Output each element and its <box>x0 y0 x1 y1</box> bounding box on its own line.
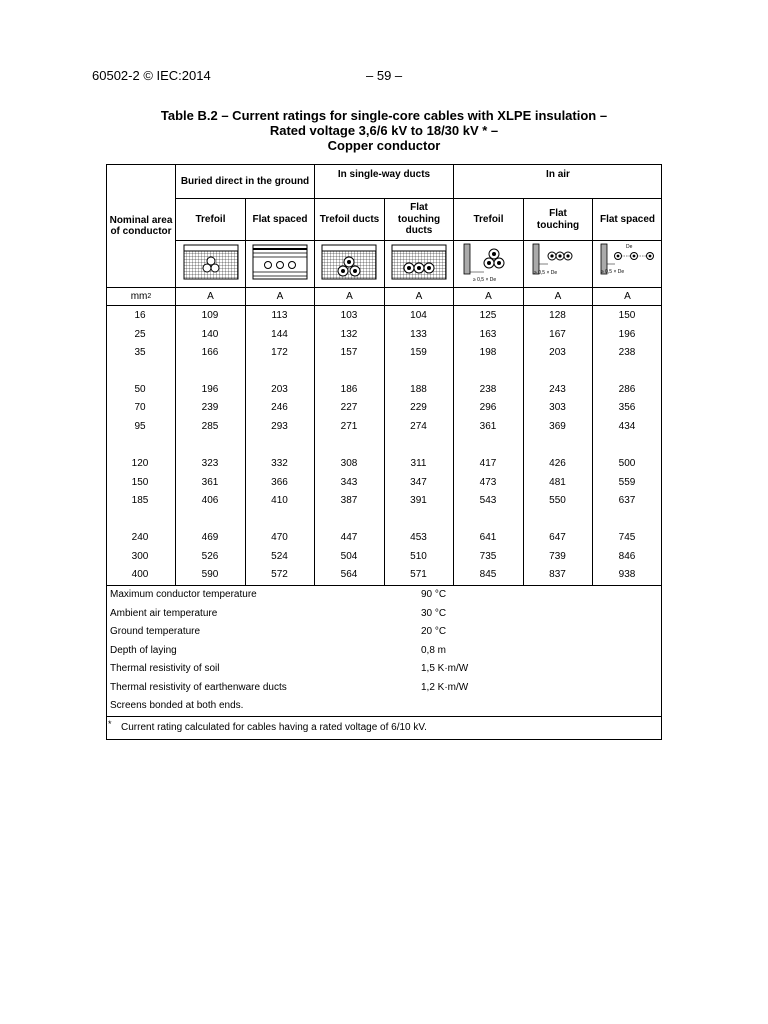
unit-amps-3: A <box>346 290 353 302</box>
table-cell-current: 239 <box>201 402 219 413</box>
air-flat-spaced-diagram <box>598 240 660 284</box>
table-cell-current: 550 <box>549 495 566 506</box>
table-cell-current: 227 <box>340 402 358 413</box>
table-cell-current: 500 <box>618 458 636 469</box>
buried-trefoil-diagram <box>183 244 239 280</box>
condition-value: 30 °C <box>421 608 447 619</box>
table-cell-area: 50 <box>134 384 146 395</box>
table-cell-current: 104 <box>410 310 427 321</box>
trefoil-ducts-diagram <box>321 244 377 280</box>
title-line-3: Copper conductor <box>327 138 441 153</box>
table-cell-current: 938 <box>618 569 636 580</box>
table-cell-current: 366 <box>271 477 288 488</box>
condition-value: 20 °C <box>421 626 447 637</box>
table-cell-current: 469 <box>201 532 219 543</box>
unit-amps-2: A <box>276 290 284 302</box>
air-flat-touching-clearance-label: ≥ 0,5 × De <box>534 270 558 276</box>
table-cell-area: 35 <box>134 347 146 358</box>
table-cell-current: 434 <box>618 421 636 432</box>
unit-area-exponent: 2 <box>147 292 152 300</box>
unit-amps-4: A <box>415 290 423 302</box>
table-cell-current: 564 <box>340 569 358 580</box>
unit-area-base: mm <box>130 290 148 302</box>
table-cell-current: 647 <box>549 532 566 543</box>
table-cell-current: 271 <box>340 421 358 432</box>
col-header-flat-touching-ducts: Flat touching ducts <box>397 202 441 237</box>
table-cell-area: 300 <box>131 551 149 562</box>
col-header-buried-trefoil: Trefoil <box>195 213 226 225</box>
flat-touching-ducts-diagram <box>391 244 447 280</box>
table-cell-current: 203 <box>549 347 566 358</box>
table-cell-current: 109 <box>201 310 219 321</box>
table-cell-area: 95 <box>134 421 146 432</box>
table-cell-current: 198 <box>479 347 497 358</box>
table-cell-current: 453 <box>410 532 427 543</box>
table-cell-current: 739 <box>549 551 566 562</box>
table-cell-current: 571 <box>410 569 427 580</box>
col-header-air-trefoil: Trefoil <box>473 213 504 225</box>
table-cell-current: 246 <box>271 402 288 413</box>
table-cell-current: 361 <box>201 477 219 488</box>
table-cell-current: 150 <box>618 310 636 321</box>
unit-area <box>107 288 175 305</box>
table-cell-current: 845 <box>479 569 497 580</box>
table-cell-current: 296 <box>479 402 497 413</box>
table-cell-current: 203 <box>271 384 288 395</box>
unit-amps-5: A <box>485 290 492 302</box>
table-cell-current: 473 <box>479 477 497 488</box>
table-cell-current: 167 <box>549 329 566 340</box>
table-cell-current: 308 <box>340 458 358 469</box>
table-cell-current: 745 <box>618 532 636 543</box>
table-cell-area: 120 <box>131 458 149 469</box>
table-cell-current: 196 <box>618 329 636 340</box>
table-cell-current: 347 <box>410 477 427 488</box>
table-cell-current: 286 <box>618 384 636 395</box>
table-cell-current: 410 <box>271 495 288 506</box>
air-flat-spaced-clearance-label: ≥ 0,5 × De <box>601 269 625 275</box>
page-number: – 59 – <box>366 68 403 83</box>
group-ducts: In single-way ducts <box>337 169 431 181</box>
air-flat-spaced-spacing-label: De <box>626 244 633 250</box>
table-cell-current: 369 <box>549 421 566 432</box>
table-cell-current: 144 <box>271 329 288 340</box>
condition-label: Screens bonded at both ends. <box>110 700 244 711</box>
rule-above-conditions <box>106 585 662 586</box>
table-cell-current: 157 <box>340 347 358 358</box>
table-cell-current: 293 <box>271 421 288 432</box>
row-header-area: Nominal area of conductor <box>109 214 173 237</box>
table-cell-current: 186 <box>340 384 358 395</box>
air-trefoil-diagram <box>461 242 517 284</box>
condition-value: 0,8 m <box>421 645 447 656</box>
table-cell-current: 572 <box>271 569 288 580</box>
buried-flat-spaced-diagram <box>252 244 308 280</box>
table-cell-current: 285 <box>201 421 219 432</box>
footnote-mark: * <box>108 719 112 729</box>
table-cell-current: 481 <box>549 477 566 488</box>
standard-reference: 60502-2 © IEC:2014 <box>92 68 211 83</box>
table-cell-current: 196 <box>201 384 219 395</box>
table-cell-current: 274 <box>410 421 427 432</box>
table-cell-current: 361 <box>479 421 497 432</box>
table-cell-current: 590 <box>201 569 219 580</box>
table-cell-current: 332 <box>271 458 288 469</box>
condition-value: 1,5 K·m/W <box>421 663 469 674</box>
table-cell-area: 400 <box>131 569 149 580</box>
table-cell-current: 526 <box>201 551 219 562</box>
table-cell-current: 323 <box>201 458 219 469</box>
condition-label: Ground temperature <box>110 626 201 637</box>
air-trefoil-clearance-label: ≥ 0,5 × De <box>473 277 497 283</box>
table-cell-current: 391 <box>410 495 427 506</box>
air-flat-touching-diagram <box>530 242 586 284</box>
table-cell-current: 524 <box>271 551 288 562</box>
table-cell-current: 128 <box>549 310 566 321</box>
unit-amps-7: A <box>624 290 631 302</box>
table-cell-current: 238 <box>618 347 636 358</box>
table-cell-current: 426 <box>549 458 566 469</box>
rule-above-footnote <box>106 716 662 717</box>
table-cell-current: 343 <box>340 477 358 488</box>
group-air: In air <box>546 169 570 181</box>
table-cell-current: 113 <box>271 310 288 321</box>
table-cell-current: 303 <box>549 402 566 413</box>
title-line-2: Rated voltage 3,6/6 kV to 18/30 kV * – <box>269 123 499 138</box>
table-cell-current: 163 <box>479 329 497 340</box>
table-cell-current: 103 <box>340 310 358 321</box>
table-cell-current: 356 <box>618 402 636 413</box>
table-cell-area: 185 <box>131 495 149 506</box>
col-header-air-flat-touching: Flat touching <box>536 208 580 231</box>
table-cell-current: 641 <box>479 532 497 543</box>
table-cell-current: 510 <box>410 551 427 562</box>
table-title <box>106 108 662 153</box>
table-cell-current: 243 <box>549 384 566 395</box>
condition-value: 90 °C <box>421 589 447 600</box>
table-cell-current: 125 <box>479 310 497 321</box>
unit-amps-6: A <box>554 290 562 302</box>
table-cell-current: 387 <box>340 495 358 506</box>
table-cell-current: 735 <box>479 551 497 562</box>
rule-under-columns <box>175 240 662 241</box>
table-cell-current: 229 <box>410 402 427 413</box>
footnote-text: Current rating calculated for cables having a rated voltage of 6/10 kV. <box>121 722 427 733</box>
unit-amps-1: A <box>207 290 214 302</box>
table-cell-current: 543 <box>479 495 497 506</box>
table-cell-current: 166 <box>201 347 219 358</box>
table-cell-current: 159 <box>410 347 427 358</box>
table-cell-area: 25 <box>134 329 146 340</box>
condition-label: Ambient air temperature <box>110 608 218 619</box>
table-cell-current: 447 <box>340 532 358 543</box>
title-line-1: Table B.2 – Current ratings for single-core cables with XLPE insulation – <box>160 108 608 123</box>
table-cell-area: 70 <box>134 402 146 413</box>
condition-label: Depth of laying <box>110 645 177 656</box>
col-header-buried-flat-spaced: Flat spaced <box>252 213 308 225</box>
table-cell-area: 150 <box>131 477 149 488</box>
group-buried: Buried direct in the ground <box>180 175 310 187</box>
condition-label: Maximum conductor temperature <box>110 589 257 600</box>
table-cell-current: 133 <box>410 329 427 340</box>
table-cell-area: 240 <box>131 532 149 543</box>
table-cell-current: 837 <box>549 569 566 580</box>
table-cell-current: 470 <box>271 532 288 543</box>
condition-label: Thermal resistivity of earthenware ducts <box>110 682 287 693</box>
table-cell-current: 846 <box>618 551 636 562</box>
table-cell-current: 188 <box>410 384 427 395</box>
table-cell-current: 311 <box>410 458 427 469</box>
table-cell-current: 637 <box>618 495 636 506</box>
table-cell-current: 172 <box>271 347 288 358</box>
table-cell-current: 132 <box>340 329 358 340</box>
condition-label: Thermal resistivity of soil <box>110 663 220 674</box>
table-cell-current: 504 <box>340 551 358 562</box>
table-cell-current: 559 <box>618 477 636 488</box>
table-cell-current: 417 <box>479 458 497 469</box>
col-header-air-flat-spaced: Flat spaced <box>599 213 656 225</box>
table-cell-current: 406 <box>201 495 219 506</box>
col-header-trefoil-ducts: Trefoil ducts <box>319 213 380 225</box>
condition-value: 1,2 K·m/W <box>421 682 469 693</box>
table-cell-current: 140 <box>201 329 219 340</box>
table-cell-current: 238 <box>479 384 497 395</box>
table-cell-area: 16 <box>134 310 146 321</box>
